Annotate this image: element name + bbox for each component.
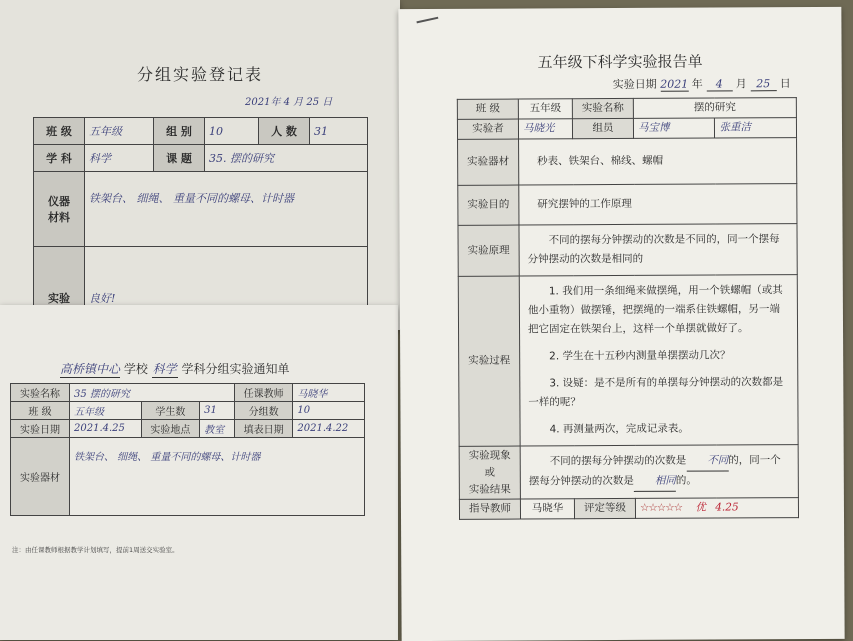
result-text-b: 的，同一个摆每分钟摆动的次数是 bbox=[528, 454, 781, 488]
group-label: 组 别 bbox=[154, 118, 205, 145]
topic-value: 35. 摆的研究 bbox=[205, 145, 368, 172]
notice-students-value: 31 bbox=[200, 402, 235, 420]
notice-school: 高桥镇中心 bbox=[60, 362, 121, 376]
experiment-notice-sheet bbox=[0, 305, 398, 640]
notice-name-label: 实验名称 bbox=[11, 384, 70, 402]
materials-label: 仪器 材料 bbox=[34, 172, 85, 247]
report-date-label: 实验日期 bbox=[612, 77, 657, 92]
report-result-text bbox=[529, 451, 790, 492]
report-name-value: 摆的研究 bbox=[633, 98, 796, 119]
notice-title-mid: 学校 bbox=[123, 362, 148, 376]
notice-filldate-value: 2021.4.22 bbox=[293, 420, 365, 438]
register-table bbox=[33, 117, 368, 327]
report-table bbox=[457, 97, 799, 520]
notice-place-value: 教室 bbox=[200, 420, 235, 438]
report-teacher-label: 指导教师 bbox=[459, 499, 520, 519]
group-value: 10 bbox=[205, 118, 259, 145]
notice-title-rest: 学科分组实验通知单 bbox=[181, 362, 290, 376]
report-date-day: 25 bbox=[750, 77, 776, 91]
notice-equipment-value: 铁架台、 细绳、 重量不同的螺母、计时器 bbox=[70, 438, 365, 516]
report-date-year: 2021 bbox=[660, 77, 689, 91]
report-principle-cell bbox=[519, 224, 797, 276]
report-result-label-line: 实验现象 bbox=[468, 449, 511, 462]
report-equipment-value: 秒表、铁架台、棉线、螺帽 bbox=[519, 138, 797, 185]
report-result-cell bbox=[520, 445, 798, 499]
process-step: 4. 再测量两次，完成记录表。 bbox=[549, 422, 689, 436]
result-fill-a: 不同 bbox=[686, 451, 728, 471]
notice-name-value: 35 摆的研究 bbox=[70, 384, 235, 402]
report-result-label-line: 实验结果 bbox=[468, 483, 511, 496]
notice-date-label: 实验日期 bbox=[11, 420, 70, 438]
report-experimenter-value: 马晓光 bbox=[518, 119, 572, 139]
register-date: 2021年 4 月 25 日 bbox=[245, 97, 333, 108]
report-grade-label: 评定等级 bbox=[574, 498, 635, 518]
notice-class-label: 班 级 bbox=[11, 402, 70, 420]
materials-value: 铁架台、 细绳、 重量不同的螺母、计时器 bbox=[85, 172, 368, 247]
notice-subject: 科学 bbox=[152, 362, 177, 376]
grade-value: 优 bbox=[695, 501, 706, 514]
subject-value: 科学 bbox=[85, 145, 154, 172]
notice-equipment-label: 实验器材 bbox=[11, 438, 70, 516]
report-class-value: 五年级 bbox=[518, 99, 572, 119]
report-date-month-unit: 月 bbox=[735, 77, 747, 91]
notice-groups-label: 分组数 bbox=[234, 402, 293, 420]
register-title: 分组实验登记表 bbox=[136, 65, 263, 84]
result-value: 良好! bbox=[85, 247, 368, 327]
report-equipment-label: 实验器材 bbox=[458, 139, 519, 185]
report-date-month: 4 bbox=[706, 77, 732, 91]
notice-groups-value: 10 bbox=[293, 402, 365, 420]
result-text-c: 的。 bbox=[675, 474, 697, 487]
report-class-label: 班 级 bbox=[457, 99, 518, 119]
topic-label: 课 题 bbox=[154, 145, 205, 172]
count-label: 人 数 bbox=[259, 118, 310, 145]
report-principle-label: 实验原理 bbox=[458, 225, 519, 276]
notice-title bbox=[60, 360, 290, 378]
report-process-cell bbox=[519, 275, 798, 446]
report-result-label-line: 或 bbox=[484, 466, 496, 479]
result-label: 实验 bbox=[34, 247, 85, 327]
experiment-report-sheet bbox=[398, 7, 844, 641]
class-label: 班 级 bbox=[34, 118, 85, 145]
report-purpose-label: 实验目的 bbox=[458, 185, 519, 225]
report-principle-value: 不同的摆每分钟摆动的次数是不同的，同一个摆每分钟摆动的次数是相同的 bbox=[527, 233, 780, 266]
class-value: 五年级 bbox=[85, 118, 154, 145]
report-member-value-2: 张重洁 bbox=[715, 118, 797, 138]
result-text-a: 不同的摆每分钟摆动的次数是 bbox=[549, 454, 687, 468]
notice-teacher-label: 任课教师 bbox=[234, 384, 293, 402]
grade-stars: ☆☆☆☆☆ bbox=[639, 501, 683, 514]
report-date-day-unit: 日 bbox=[779, 77, 791, 91]
report-teacher-value: 马晓华 bbox=[520, 499, 574, 519]
report-member-value-1: 马宝博 bbox=[633, 118, 715, 138]
group-experiment-register-sheet bbox=[0, 0, 400, 330]
report-process-label: 实验过程 bbox=[458, 276, 520, 446]
report-title: 五年级下科学实验报告单 bbox=[537, 52, 703, 72]
grade-date: 4.25 bbox=[715, 501, 739, 514]
result-fill-b: 相同 bbox=[634, 472, 676, 492]
report-member-label: 组员 bbox=[572, 118, 633, 138]
notice-table bbox=[10, 383, 365, 516]
report-purpose-value: 研究摆钟的工作原理 bbox=[519, 184, 797, 225]
count-value: 31 bbox=[310, 118, 368, 145]
report-result-label bbox=[459, 446, 520, 499]
notice-footnote: 注：由任课教师根据教学计划填写，提前1周送交实验室。 bbox=[12, 546, 179, 554]
subject-label: 学 科 bbox=[34, 145, 85, 172]
pen-mark bbox=[416, 17, 438, 24]
notice-place-label: 实验地点 bbox=[141, 420, 200, 438]
notice-date-value: 2021.4.25 bbox=[70, 420, 142, 438]
report-experimenter-label: 实验者 bbox=[457, 119, 518, 139]
report-date bbox=[613, 75, 791, 92]
notice-students-label: 学生数 bbox=[141, 402, 200, 420]
report-name-label: 实验名称 bbox=[572, 98, 633, 118]
report-date-year-unit: 年 bbox=[691, 77, 703, 91]
process-step: 1. 我们用一条细绳来做摆绳，用一个铁螺帽（或其他小重物）做摆锤，把摆绳的一端系住铁螺帽，另一端把它固定在铁架台上，这样一个单摆就做好了。 bbox=[527, 284, 783, 336]
process-step: 2. 学生在十五秒内测量单摆摆动几次？ bbox=[549, 349, 731, 363]
notice-class-value: 五年级 bbox=[70, 402, 142, 420]
process-step: 3. 设疑：是不是所有的单摆每分钟摆动的次数都是一样的呢？ bbox=[528, 376, 784, 409]
report-grade-cell bbox=[635, 498, 798, 519]
notice-teacher-value: 马晓华 bbox=[293, 384, 365, 402]
notice-filldate-label: 填表日期 bbox=[234, 420, 293, 438]
